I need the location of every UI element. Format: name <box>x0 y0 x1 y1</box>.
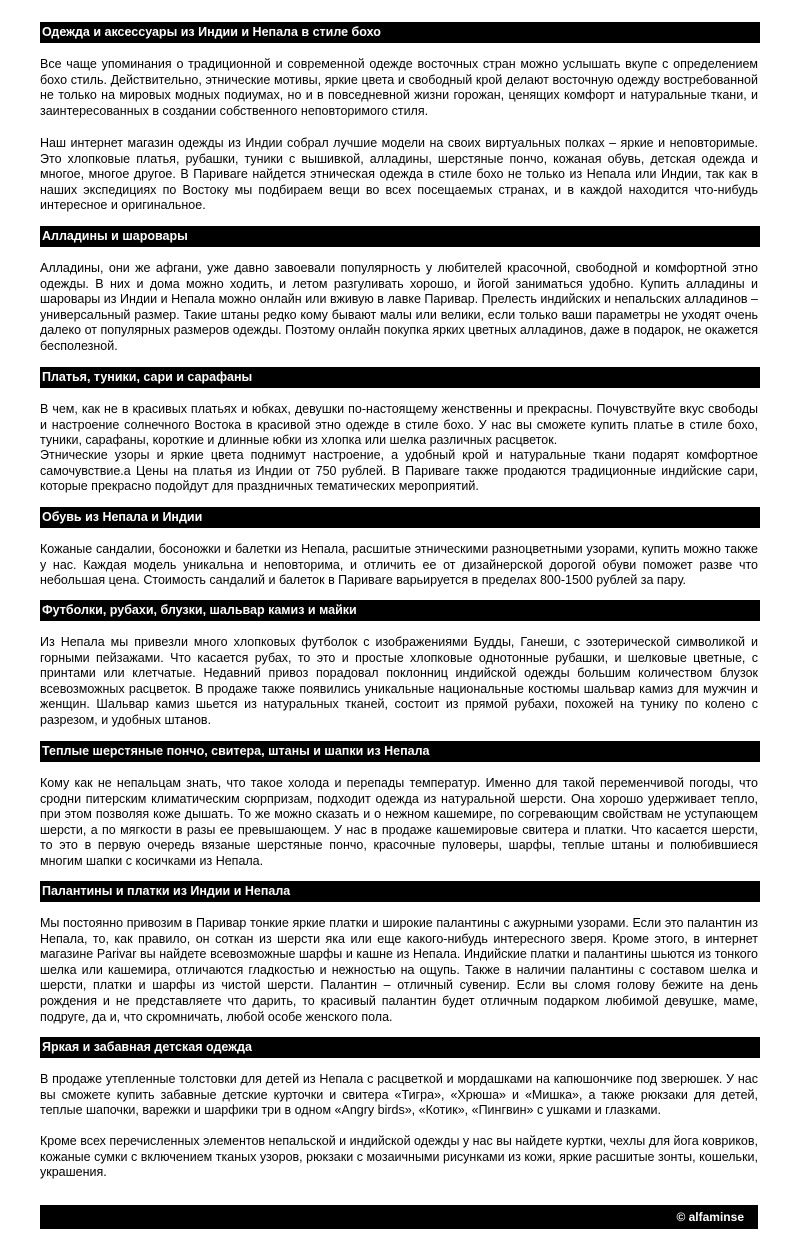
section-header: Палантины и платки из Индии и Непала <box>40 881 760 902</box>
section-paragraph: Все чаще упоминания о традиционной и современной одежде восточных стран можно услышать вкупе с определением бохо стиль. Действительно, этнические мотивы, яркие цвета и свободный крой делают восточную одежду востребованной не только на мировых модных подиумах, но и в повседневной жизни горожан, ценящих комфорт и натуральные ткани, и заинтересованных в создании собственного неповторимого стиля. <box>40 57 758 118</box>
section-paragraph: Кроме всех перечисленных элементов непальской и индийской одежды у нас вы найдете куртки, чехлы для йога ковриков, кожаные сумки с включением тканых узоров, рюкзаки с мозаичными рисунками из кожи, яркие расшитые зонты, кошельки, украшения. <box>40 1134 758 1180</box>
section-header: Обувь из Непала и Индии <box>40 507 760 528</box>
section-header: Футболки, рубахи, блузки, шальвар камиз и майки <box>40 600 760 621</box>
section-header: Одежда и аксессуары из Индии и Непала в стиле бохо <box>40 22 760 43</box>
section-header: Теплые шерстяные пончо, свитера, штаны и шапки из Непала <box>40 741 760 762</box>
section-header: Платья, туники, сари и сарафаны <box>40 367 760 388</box>
section-paragraph: Этнические узоры и яркие цвета поднимут настроение, а удобный крой и натуральные ткани подарят комфортное самочувствие.а Цены на платья из Индии от 750 рублей. В Паривare также продаются традиционные индийские сари, которые прекрасно подойдут для праздничных тематических мероприятий. <box>40 448 758 494</box>
section-paragraph: Из Непала мы привезли много хлопковых футболок с изображениями Будды, Ганеши, с эзотерической символикой и горными пейзажами. Что касается рубах, то это и простые хлопковые однотонные рубашки, и шелковые цветные, с принтами или клетчатые. Недавний привоз порадовал поклонниц индийской одежды большим количеством блузок всевозможных расцветок. В продаже также появились уникальные национальные костюмы шальвар камиз для мужчин и женщин. Шальвар камиз шьется из натуральных тканей, состоит из прямой рубахи, похожей на тунику по колено с разрезом, и удобных штанов. <box>40 635 758 727</box>
section-paragraph: В продаже утепленные толстовки для детей из Непала с расцветкой и мордашками на капюшончике под зверюшек. У нас вы сможете купить забавные детские курточки и свитера «Тигра», «Хрюша» и «Мишка», а также рюкзаки для детей, теплые шапочки, варежки и шарфики три в одном «Angry birds», «Котик», «Пингвин» с ушками и глазками. <box>40 1072 758 1118</box>
section-paragraph: Кому как не непальцам знать, что такое холода и перепады температур. Именно для такой переменчивой погоды, что сродни питерским климатическим сюрпризам, подходит одежда из натуральной шерсти. Она хорошо удерживает тепло, при этом позволяя коже дышать. То же можно сказать и о нежном кашемире, по согревающим свойствам не уступающем шерсти, а по мягкости в разы ее превышающем. У нас в продаже кашемировые свитера и платки. Что касается шерсти, то это в первую очередь вязаные шерстяные пончо, красочные пуловеры, шарфы, теплые штаны и полюбившиеся многим шапки с косичками из Непала. <box>40 776 758 868</box>
footer-bar <box>40 1205 758 1229</box>
section-paragraph: Алладины, они же афгани, уже давно завоевали популярность у любителей красочной, свободной и комфортной этно одежды. В них и дома можно ходить, и летом разгуливать хорошо, и йогой заниматься удобно. Купить алладины и шаровары из Индии и Непала можно онлайн или вживую в лавке Паривар. Прелесть индийских и непальских алладинов – универсальный размер. Такие штаны редко кому бывают малы или велики, если только ваши параметры не уходят очень далеко от популярных размеров одежды. Поэтому онлайн покупка ярких цветных алладинов, даже в подарок, не окажется бесполезной. <box>40 261 758 353</box>
section-header: Алладины и шаровары <box>40 226 760 247</box>
section-header: Яркая и забавная детская одежда <box>40 1037 760 1058</box>
section-paragraph: Наш интернет магазин одежды из Индии собрал лучшие модели на своих виртуальных полках – яркие и неповторимые. Это хлопковые платья, рубашки, туники с вышивкой, алладины, шерстяные пончо, кожаная обувь, детская одежда и многое, многое другое. В Паривare найдется этническая одежда в стиле бохо не только из Непала или Индии, так как в наших экспедициях по Востоку мы подбираем вещи во всех посещаемых странах, и в каждой находится что-нибудь интересное и оригинальное. <box>40 136 758 213</box>
section-paragraph: Кожаные сандалии, босоножки и балетки из Непала, расшитые этническими разноцветными узорами, купить можно также у нас. Каждая модель уникальна и неповторима, и отличить ее от дизайнерской дорогой обуви поможет разве что небольшая цена. Стоимость сандалий и балеток в Паривare варьируется в пределах 800-1500 рублей за пару. <box>40 542 758 588</box>
section-paragraph: В чем, как не в красивых платьях и юбках, девушки по-настоящему женственны и прекрасны. Почувствуйте вкус свободы и настроение солнечного Востока в красивой этно одежде в стиле бохо. У нас вы сможете купить платье в стиле бохо, туники, сарафаны, короткие и длинные юбки из хлопка или шелка различных расцветок. <box>40 402 758 448</box>
section-paragraph: Мы постоянно привозим в Паривар тонкие яркие платки и широкие палантины с ажурными узорами. Если это палантин из Непала, то, как правило, он соткан из шерсти яка или еще какого-нибудь интересного зверя. Кроме этого, в интернет магазине Parivar вы найдете всевозможные шарфы и кашне из Непала. Индийские платки и палантины шьются из тонкого шелка или кашемира, отличаются гладкостью и нежностью на ощупь. Также в наличии палантины с составом шелка и шерсти, платки и шарфы из чистой шерсти. Палантин – отличный сувенир. Если вы сломя голову бежите на день рождения и не представляете что дарить, то красивый палантин будет отличным подарком любимой девушке, маме, подруге, да и, что скромничать, любой особе женского пола. <box>40 916 758 1024</box>
copyright-text: © alfaminse <box>676 1210 744 1224</box>
